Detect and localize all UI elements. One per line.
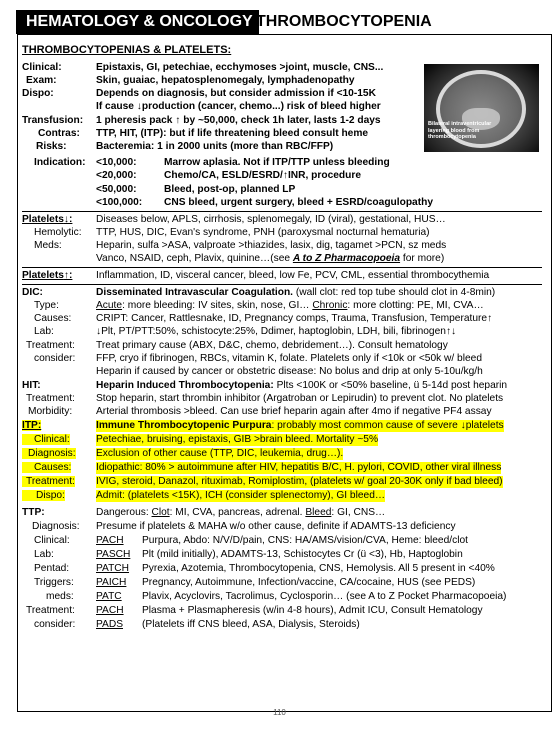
row-label: Lab: — [34, 326, 54, 337]
row-label: Causes: — [34, 313, 72, 324]
row-label: Type: — [34, 300, 59, 311]
row-label: Treatment: — [26, 340, 75, 351]
up-arrow-icon: ↑ — [282, 170, 288, 181]
book-reference: A to Z Pharmacopoeia — [292, 253, 401, 264]
down-arrow-icon: ↓ — [63, 214, 69, 225]
row-text — [96, 300, 484, 312]
page-title: THROMBOCYTOPENIA — [256, 13, 432, 30]
row-ttp — [22, 507, 386, 519]
row-text: Presume if platelets & MAHA w/o other cause, definite if ADAMTS-13 deficiency — [96, 521, 456, 532]
row-text — [96, 420, 504, 432]
image-caption: Bilateral intraventricular layering blood from thrombocytopenia — [428, 121, 492, 140]
row-text: Inflammation, ID, visceral cancer, bleed, low Fe, PCV, CML, essential thrombocythemia — [96, 270, 490, 281]
row-dic-type — [22, 300, 484, 312]
row-text: Pregnancy, Autoimmune, Infection/vaccine, CA/cocaine, HUS (see PEDS) — [142, 577, 476, 588]
row-label: Exam: — [26, 75, 57, 86]
page-number: 110 — [273, 708, 286, 717]
row-text — [96, 115, 381, 127]
row-hit-morbidity — [22, 406, 492, 418]
row-label: Lab: — [34, 549, 54, 560]
divider — [22, 211, 542, 212]
text-part: : MI, CVA, pancreas, adrenal. — [169, 507, 306, 518]
text-part: CRIPT: Cancer, Rattlesnake, ID, Pregnancy comps, Trauma, Transfusion, Temperature — [96, 313, 488, 324]
text-part: (wall clot: red top tube should clot in 4-8min) — [293, 287, 496, 298]
row-label: Treatment: — [22, 476, 75, 487]
row-dispo — [22, 88, 376, 100]
row-meds — [22, 240, 447, 252]
down-arrow-icon: ↓ — [136, 101, 142, 112]
row-label: Transfusion: — [22, 115, 84, 126]
row-label: Treatment: — [26, 393, 75, 404]
row-itp-causes — [22, 462, 502, 474]
text-part: Vanco, NSAID, ceph, Plavix, quinine…(see — [96, 253, 293, 264]
row-exam — [22, 75, 355, 87]
text-part: : probably most common cause of severe — [271, 420, 461, 431]
row-text: Heparin if caused by cancer or obstetric disease: No bolus and drip at only 5-10u/kg/h — [96, 366, 483, 377]
row-label: Dispo: — [22, 490, 65, 501]
row-label: Diagnosis: — [32, 521, 80, 532]
row-hemolytic — [22, 227, 430, 239]
up-arrow-icon: ↑ — [63, 270, 69, 281]
row-label: ITP: — [22, 420, 42, 431]
row-label: Treatment: — [26, 605, 75, 616]
row-platelets-down — [22, 214, 446, 226]
mnemonic: PAICH — [96, 577, 127, 588]
row-text: Exclusion of other cause (TTP, DIC, leukemia, drug…). — [96, 448, 344, 459]
row-dic-lab — [22, 326, 457, 338]
indication-text: Marrow aplasia. Not if ITP/TTP unless bleeding — [164, 157, 390, 168]
row-ttp-consider — [22, 619, 360, 631]
text-part: Bleed — [305, 507, 332, 518]
text-part: Chemo/CA, ESLD/ESRD/ — [164, 170, 283, 181]
row-itp-clinical — [22, 434, 379, 446]
row-dic — [22, 287, 496, 299]
section-title: THROMBOCYTOPENIAS & PLATELETS: — [22, 44, 232, 56]
row-text: Skin, guaiac, hepatosplenomegaly, lymphadenopathy — [96, 75, 355, 86]
text-part: Platelets — [22, 270, 64, 281]
row-label: Causes: — [22, 462, 71, 473]
row-label: Contras: — [38, 128, 80, 139]
row-text: Diseases below, APLS, cirrhosis, splenomegaly, ID (viral), gestational, HUS… — [96, 214, 446, 225]
row-text: Pyrexia, Azotemia, Thrombocytopenia, CNS, Hemolysis. All 5 present in <40% — [142, 563, 495, 574]
text-part: : GI, CNS… — [331, 507, 386, 518]
divider — [22, 267, 542, 268]
row-text: Admit: (platelets <15K), ICH (consider splenectomy), GI bleed… — [96, 490, 386, 501]
row-hit — [22, 380, 508, 392]
row-itp-dispo — [22, 490, 386, 502]
row-contras — [22, 128, 369, 140]
row-text: Heparin, sulfa >ASA, valproate >thiazides, lasix, dig, tagamet >PCN, sz meds — [96, 240, 447, 251]
row-ttp-meds — [22, 591, 507, 603]
row-text: Treat primary cause (ABX, D&C, chemo, debridement…). Consult hematology — [96, 340, 448, 351]
row-text — [96, 253, 444, 265]
row-ttp-pentad — [22, 563, 495, 575]
row-indication-1 — [22, 157, 390, 169]
row-label: meds: — [46, 591, 74, 602]
row-label: Morbidity: — [28, 406, 73, 417]
indication-level: <50,000: — [96, 184, 137, 195]
up-arrow-icon: ↑ — [175, 115, 181, 126]
text-part: platelets — [465, 420, 504, 431]
down-arrow-icon: ↓ — [460, 420, 466, 431]
row-label: Dispo: — [22, 88, 54, 99]
indication-level: <100,000: — [96, 197, 143, 208]
row-text: Stop heparin, start thrombin inhibitor (Argatroban or Lepirudin) to prevent clot. No platelets — [96, 393, 504, 404]
text-part: INR, procedure — [287, 170, 361, 181]
row-label: Risks: — [36, 141, 67, 152]
row-text: IVIG, steroid, Danazol, rituximab, Romiplostim, (platelets w/ goal 20-30K only if bad bleed) — [96, 476, 503, 487]
row-label: Triggers: — [34, 577, 74, 588]
row-label: Indication: — [34, 157, 86, 168]
section-header: HEMATOLOGY & ONCOLOGY — [16, 10, 259, 34]
row-label: consider: — [34, 353, 76, 364]
row-text: Arterial thrombosis >bleed. Can use brief heparin again after 4mo if negative PF4 assay — [96, 406, 492, 417]
text-part: Clot — [151, 507, 170, 518]
dic-title: Disseminated Intravascular Coagulation. — [96, 287, 294, 298]
row-text — [96, 101, 381, 113]
text-part: Chronic — [312, 300, 348, 311]
row-label: Platelets↑: — [22, 270, 73, 281]
row-text — [96, 380, 507, 392]
text-part: Plt, PT/PTT:50%, schistocyte:25%, Ddimer, haptoglobin, LDH, bili, fibrinogen — [101, 326, 446, 337]
row-itp — [22, 420, 504, 432]
row-text: TTP, HUS, DIC, Evan's syndrome, PNH (paroxysmal nocturnal hematuria) — [96, 227, 430, 238]
row-ttp-clinical — [22, 535, 468, 547]
row-text: Depends on diagnosis, but consider admission if <10-15K — [96, 88, 376, 99]
row-text — [96, 326, 456, 338]
row-ttp-lab — [22, 549, 463, 561]
row-platelets-up — [22, 270, 490, 282]
mnemonic: PATC — [96, 591, 122, 602]
row-label: Clinical: — [34, 535, 70, 546]
text-part: Plts <100K or <50% baseline, ü 5-14d post heparin — [273, 380, 508, 391]
row-ttp-treatment — [22, 605, 483, 617]
mnemonic: PACH — [96, 535, 124, 546]
mnemonic: PACH — [96, 605, 124, 616]
text-part: : more bleeding: IV sites, skin, nose, GI… — [122, 300, 313, 311]
indication-text — [164, 170, 361, 182]
itp-title: Immune Thrombocytopenic Purpura — [96, 420, 272, 431]
row-text: Epistaxis, GI, petechiae, ecchymoses >joint, muscle, CNS... — [96, 62, 384, 73]
text-part: Dangerous: — [96, 507, 152, 518]
row-label: TTP: — [22, 507, 45, 518]
down-arrow-icon: ↓ — [96, 326, 102, 337]
row-ttp-diagnosis — [22, 521, 456, 533]
row-label: HIT: — [22, 380, 41, 391]
row-text: TTP, HIT, (ITP): but if life threatening bleed consult heme — [96, 128, 369, 139]
row-text: Plavix, Acyclovirs, Tacrolimus, Cyclosporin… (see A to Z Pocket Pharmacopoeia) — [142, 591, 507, 602]
row-label: Pentad: — [34, 563, 70, 574]
indication-text: CNS bleed, urgent surgery, bleed + ESRD/coagulopathy — [164, 197, 433, 208]
row-text — [96, 313, 492, 325]
row-ttp-triggers — [22, 577, 476, 589]
row-text: Plt (mild initially), ADAMTS-13, Schistocytes Cr (ü <3), Hb, Haptoglobin — [142, 549, 463, 560]
indication-text: Bleed, post-op, planned LP — [164, 184, 296, 195]
text-part: If cause — [96, 101, 137, 112]
text-part: production (cancer, chemo...) risk of bleed higher — [141, 101, 381, 112]
row-text: (Platelets iff CNS bleed, ASA, Dialysis, Steroids) — [142, 619, 360, 630]
mnemonic: PASCH — [96, 549, 131, 560]
row-text: FFP, cryo if fibrinogen, RBCs, vitamin K, folate. Platelets only if <10k or <50k w/ bleed — [96, 353, 482, 364]
row-transfusion — [22, 115, 381, 127]
row-itp-treatment — [22, 476, 503, 488]
indication-level: <10,000: — [96, 157, 137, 168]
row-label: Hemolytic: — [34, 227, 82, 238]
row-dic-treatment — [22, 340, 448, 352]
hit-title: Heparin Induced Thrombocytopenia: — [96, 380, 274, 391]
row-label: Clinical: — [22, 434, 70, 445]
text-part: Platelets — [22, 214, 64, 225]
text-part: : more clotting: PE, MI, CVA… — [347, 300, 484, 311]
mnemonic: PATCH — [96, 563, 130, 574]
mnemonic: PADS — [96, 619, 123, 630]
row-text: Plasma + Plasmapheresis (w/in 4-8 hours), Admit ICU, Consult Hematology — [142, 605, 483, 616]
divider — [22, 284, 542, 285]
row-clinical — [22, 62, 384, 74]
row-risks — [22, 141, 334, 153]
up-arrow-icon: ↑ — [487, 313, 493, 324]
row-text — [96, 287, 495, 299]
row-hit-treatment — [22, 393, 504, 405]
indication-level: <20,000: — [96, 170, 137, 181]
row-text: Bacteremia: 1 in 2000 units (more than RBC/FFP) — [96, 141, 334, 152]
row-text: Petechiae, bruising, epistaxis, GIB >brain bleed. Mortality ~5% — [96, 434, 379, 445]
ct-scan-image — [424, 64, 539, 152]
row-label: consider: — [34, 619, 76, 630]
text-part: for more) — [400, 253, 445, 264]
row-dic-causes — [22, 313, 493, 325]
row-label: Meds: — [34, 240, 62, 251]
row-label: Diagnosis: — [22, 448, 76, 459]
row-label: Clinical: — [22, 62, 62, 73]
text-part: Acute — [96, 300, 123, 311]
row-itp-diagnosis — [22, 448, 344, 460]
row-label: DIC: — [22, 287, 43, 298]
row-dic-consider — [22, 353, 482, 365]
updown-arrow-icon: ↑↓ — [445, 326, 457, 337]
row-text: Purpura, Abdo: N/V/D/pain, CNS: HA/AMS/vision/CVA, Heme: bleed/clot — [142, 535, 468, 546]
row-label: Platelets↓: — [22, 214, 73, 225]
row-text — [96, 507, 385, 519]
text-part: 1 pheresis pack — [96, 115, 176, 126]
row-text: Idiopathic: 80% > autoimmune after HIV, hepatitis B/C, H. pylori, COVID, other viral illness — [96, 462, 502, 473]
text-part: by ~50,000, check 1h later, lasts 1-2 days — [180, 115, 381, 126]
